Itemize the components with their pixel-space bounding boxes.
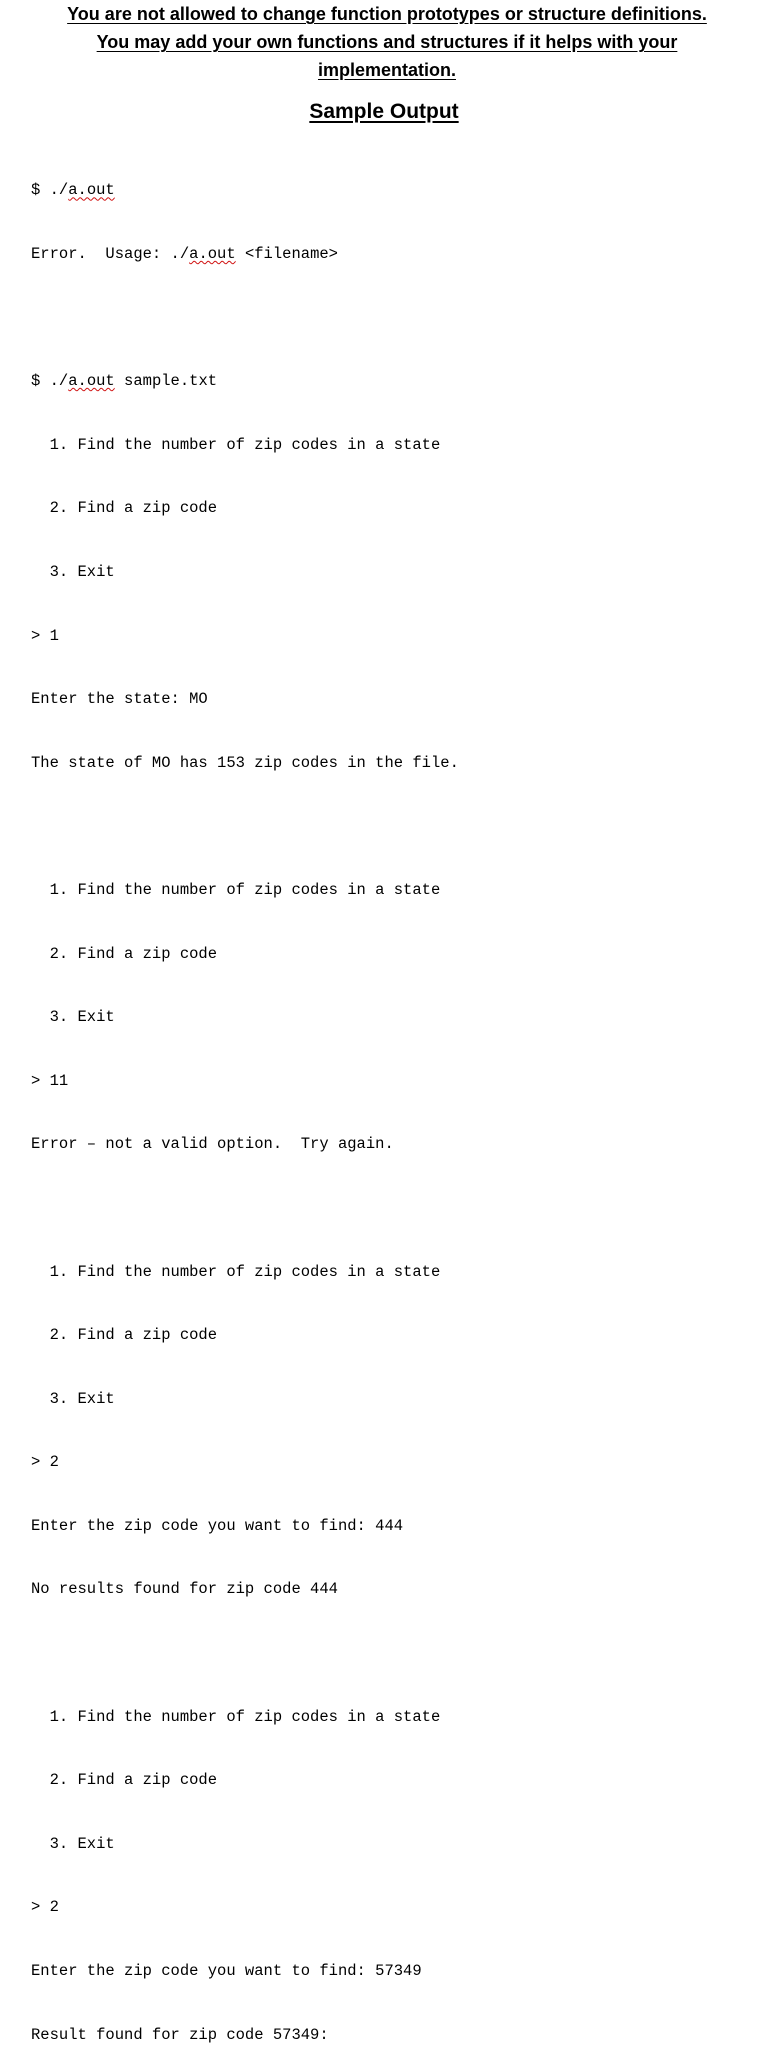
user-input-line: > 2 <box>31 1453 59 1472</box>
spellcheck-word: a.out <box>189 245 236 263</box>
error-text: Error. Usage: ./ <box>31 245 190 263</box>
terminal-line-blank <box>31 1643 751 1664</box>
menu-option-3: 3. Exit <box>31 1389 115 1408</box>
terminal-line-blank <box>31 816 751 837</box>
menu-option-2: 2. Find a zip code <box>31 1326 218 1345</box>
usage-suffix: <filename> <box>235 245 338 263</box>
notice-line-1-text: You are not allowed to change function prototypes or structure definitions. <box>67 4 707 24</box>
user-input-line: > 11 <box>31 1071 69 1090</box>
notice-line-3-text: implementation. <box>317 60 456 80</box>
menu-option-2: 2. Find a zip code <box>31 499 218 518</box>
notice-line-2-text: You may add your own functions and structures if it helps with your <box>96 32 678 52</box>
menu-option-3: 3. Exit <box>31 1834 115 1853</box>
user-input-line: > 2 <box>31 1898 59 1917</box>
notice-line-2 <box>0 32 774 53</box>
result-line: Result found for zip code 57349: <box>31 2025 329 2044</box>
error-line: Error – not a valid option. Try again. <box>31 1135 394 1154</box>
terminal-line: Enter the zip code you want to find: 444 <box>31 1516 404 1535</box>
menu-option-2: 2. Find a zip code <box>31 944 218 963</box>
menu-option-1: 1. Find the number of zip codes in a state <box>31 1262 441 1281</box>
result-line: The state of MO has 153 zip codes in the file. <box>31 753 459 772</box>
terminal-line-blank <box>31 1198 751 1219</box>
command-args: sample.txt <box>114 372 218 391</box>
terminal-line: Enter the zip code you want to find: 57349 <box>31 1962 422 1981</box>
section-title-text: Sample Output <box>309 100 459 123</box>
notice-line-1 <box>0 4 774 25</box>
prompt-text: $ ./ <box>31 181 69 200</box>
menu-option-3: 3. Exit <box>31 1008 115 1027</box>
terminal-line-blank <box>31 308 751 329</box>
terminal-line <box>31 180 751 201</box>
result-line: No results found for zip code 444 <box>31 1580 338 1599</box>
prompt-text: $ ./ <box>31 372 69 391</box>
user-input-line: > 1 <box>31 626 59 645</box>
terminal-line <box>31 371 751 392</box>
terminal-line <box>31 244 751 265</box>
menu-option-1: 1. Find the number of zip codes in a state <box>31 880 441 899</box>
notice-line-3 <box>0 60 774 81</box>
spellcheck-word: a.out <box>68 181 115 200</box>
menu-option-3: 3. Exit <box>31 562 115 581</box>
sample-output-terminal <box>31 138 751 2067</box>
menu-option-1: 1. Find the number of zip codes in a state <box>31 435 441 454</box>
terminal-line: Enter the state: MO <box>31 690 208 709</box>
section-title <box>0 100 768 124</box>
menu-option-2: 2. Find a zip code <box>31 1771 218 1790</box>
spellcheck-word: a.out <box>68 372 115 391</box>
menu-option-1: 1. Find the number of zip codes in a state <box>31 1707 441 1726</box>
